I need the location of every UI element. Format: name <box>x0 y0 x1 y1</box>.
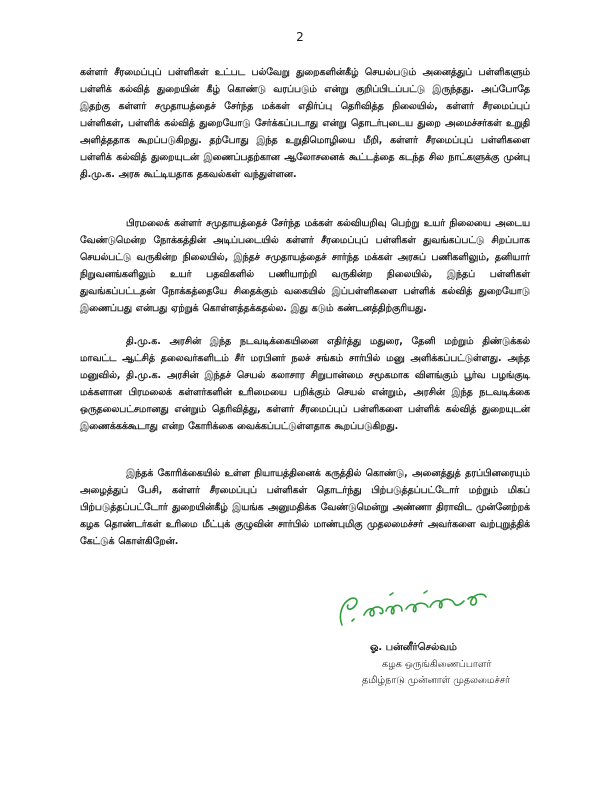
signatory-former-title: தமிழ்நாடு முன்னாள் முதலமைச்சர் <box>362 675 511 686</box>
signatory-name: ஓ. பன்னீர்செல்வம் <box>370 642 457 653</box>
paragraph-3: தி.மு.க. அரசின் இந்த நடவடிக்கையினை எதிர்த்து மதுரை, தேனி மற்றும் திண்டுக்கல் மாவட்ட ஆட்சித் தலைவர்களிடம் சீர் மரபினர் நலச் சங்கம் சார்பில் மனு அளிக்கப்பட்டுள்ளது. அந்த மனுவில், தி.மு.க. அரசின் இந்தச் செயல் கலாசார சிறுபான்மை சமூகமாக விளங்கும் பூர்வ பழங்குடி மக்களான பிரமலைக் கள்ளர்களின் உரிமையை பறிக்கும் செயல் என்றும், அரசின் இந்த நடவடிக்கை ஒருதலைபட்சமானது என்றும் தெரிவித்து, கள்ளர் சீரமைப்புப் பள்ளிகளை பள்ளிக் கல்வித் துறையுடன் இணைக்கக்கூடாது என்ற கோரிக்கை வைக்கப்பட்டுள்ளதாக கூறப்படுகிறது. <box>80 336 530 432</box>
signatory-role: கழக ஒருங்கிணைப்பாளர் <box>382 659 492 670</box>
letter-body <box>80 64 530 550</box>
paragraph-4: இந்தக் கோரிக்கையில் உள்ள நியாயத்தினைக் கருத்தில் கொண்டு, அனைத்துத் தரப்பினரையும் அழைத்துப் பேசி, கள்ளர் சீரமைப்புப் பள்ளிகள் தொடர்ந்து பிற்படுத்தப்பட்டோர் மற்றும் மிகப் பிற்படுத்தப்பட்டோர் துறையின்கீழ் இயங்க அனுமதிக்க வேண்டுமென்று அண்ணா திராவிட முன்னேற்றக் கழக தொண்டர்கள் உரிமை மீட்புக் குழுவின் சார்பில் மாண்புமிகு முதலமைச்சர் அவர்களை வற்புறுத்திக் கேட்டுக் கொள்கிறேன். <box>80 468 530 547</box>
handwritten-signature <box>330 585 490 630</box>
paragraph-1: கள்ளர் சீரமைப்புப் பள்ளிகள் உட்பட பல்வேறு துறைகளின்கீழ் செயல்படும் அனைத்துப் பள்ளிகளும் பள்ளிக் கல்வித் துறையின் கீழ் கொண்டு வரப்படும் என்று குறிப்பிடப்பட்டு இருந்தது. அப்போதே இதற்கு கள்ளர் சமுதாயத்தைச் சேர்ந்த மக்கள் எதிர்ப்பு தெரிவித்த நிலையில், கள்ளர் சீரமைப்புப் பள்ளிகள், பள்ளிக் கல்வித் துறையோடு சேர்க்கப்படாது என்று தொடர்புடைய துறை அமைச்சர்கள் உறுதி அளித்ததாக கூறப்படுகிறது. தற்போது இந்த உறுதிமொழியை மீறி, கள்ளர் சீரமைப்புப் பள்ளிகளை பள்ளிக் கல்வித் துறையுடன் இணைப்பதற்கான ஆலோசனைக் கூட்டத்தை கடந்த சில நாட்களுக்கு முன்பு தி.மு.க. அரசு கூட்டியதாக தகவல்கள் வந்துள்ளன. <box>80 67 530 180</box>
page-number: 2 <box>296 30 304 44</box>
paragraph-2: பிரமலைக் கள்ளர் சமுதாயத்தைச் சேர்ந்த மக்கள் கல்வியறிவு பெற்று உயர் நிலையை அடைய வேண்டுமென்ற நோக்கத்தின் அடிப்படையில் கள்ளர் சீரமைப்புப் பள்ளிகள் துவங்கப்பட்டு சிறப்பாக செயல்பட்டு வருகின்ற நிலையில், இந்தச் சமுதாயத்தைச் சார்ந்த மக்கள் அரசுப் பணிகளிலும், தனியார் நிறுவனங்களிலும் உயர் பதவிகளில் பணியாற்றி வருகின்ற நிலையில், இந்தப் பள்ளிகள் துவங்கப்பட்டதன் நோக்கத்தையே சிதைக்கும் வகையில் இப்பள்ளிகளை பள்ளிக் கல்வித் துறையோடு இணைப்பது என்பது ஏற்றுக் கொள்ளத்தக்கதல்ல. இது கடும் கண்டனத்திற்குரியது. <box>80 218 530 314</box>
